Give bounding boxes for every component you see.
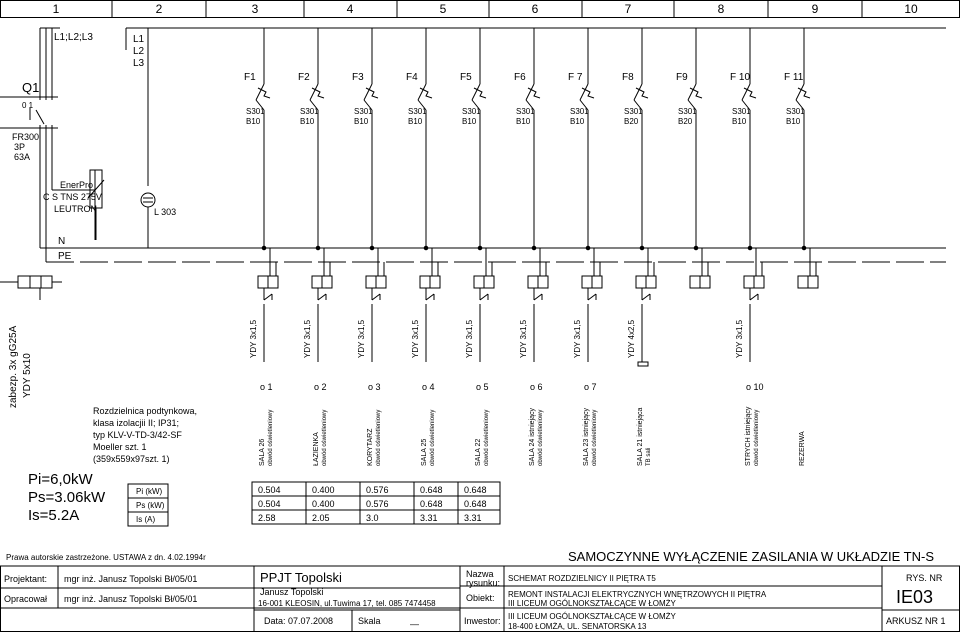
current-demand: Is=5.2A <box>28 507 80 524</box>
circuit-desc: ŁAZIENKA <box>313 432 320 466</box>
column-number-9: 9 <box>811 2 819 16</box>
investor-line-1: III LICEUM OGÓLNOKSZTAŁCĄCE W ŁOMŻY <box>508 612 676 621</box>
table-cell: 2.05 <box>312 513 330 523</box>
circuit-desc: STRYCH istniejący <box>745 406 752 466</box>
breaker-label: F6 <box>514 72 526 83</box>
table-cell: 0.504 <box>258 485 281 495</box>
circuit-9 <box>676 28 710 288</box>
circuits <box>244 28 818 466</box>
outlet-label: o 4 <box>422 382 435 392</box>
circuit-desc: SALA 22 <box>475 438 482 466</box>
breaker-type: S301 <box>516 107 535 116</box>
cable-label: YDY 3x1,5 <box>303 319 312 358</box>
circuit-desc: SALA 24 istniejący <box>529 408 536 466</box>
investor-label: Inwestor: <box>464 616 501 626</box>
pe-label: PE <box>58 251 72 262</box>
circuit-desc: KORYTARZ <box>367 428 374 466</box>
table-cell: 2.58 <box>258 513 276 523</box>
drawing-number: IE03 <box>896 587 934 607</box>
table-cell: 0.648 <box>464 499 487 509</box>
panel-desc-line-4: Moeller szt. 1 <box>93 442 147 452</box>
table-cell: 3.31 <box>420 513 438 523</box>
breaker-label: F3 <box>352 72 364 83</box>
circuit-desc-sub: obwód oświetleniowy <box>376 409 382 466</box>
breaker-label: F9 <box>676 72 688 83</box>
breaker-rating: B20 <box>678 117 693 126</box>
breaker-type: S301 <box>300 107 319 116</box>
projektant-value: mgr inż. Janusz Topolski Bł/05/01 <box>64 574 198 584</box>
column-number-2: 2 <box>155 2 163 16</box>
cable-label: YDY 3x1,5 <box>357 319 366 358</box>
breaker-type: S301 <box>570 107 589 116</box>
circuit-desc-sub: obwód oświetleniowy <box>538 409 544 466</box>
power-installed: Pi=6,0kW <box>28 471 93 488</box>
breaker-rating: B10 <box>300 117 315 126</box>
circuit-11 <box>784 28 818 466</box>
breaker-type: S301 <box>246 107 265 116</box>
circuit-desc: REZERWA <box>799 431 806 466</box>
surge-model: C S TNS 275V <box>43 192 102 202</box>
n-label: N <box>58 236 66 247</box>
table-cell: 0.576 <box>366 499 389 509</box>
outlet-label: o 1 <box>260 382 273 392</box>
row-label-is: Is (A) <box>136 515 156 524</box>
phases-label: L1;L2;L3 <box>54 32 93 43</box>
table-cell: 0.400 <box>312 499 335 509</box>
firm-name: PPJT Topolski <box>260 570 342 585</box>
panel-desc-line-5: (359x559x97szt. 1) <box>93 454 170 464</box>
circuit-desc: SALA 21 istniejąca <box>637 407 644 466</box>
column-number-3: 3 <box>251 2 259 16</box>
table-cell: 0.400 <box>312 485 335 495</box>
outlet-label: o 10 <box>746 382 764 392</box>
fuse-note: zabezp. 3x gG25A <box>8 325 19 408</box>
circuit-1 <box>244 28 278 466</box>
circuit-desc: SALA 23 istniejący <box>583 408 590 466</box>
circuit-desc-sub: obwód oświetleniowy <box>484 409 490 466</box>
drawing-name-label-1: Nazwa <box>466 569 494 579</box>
breaker-rating: B20 <box>624 117 639 126</box>
outlet-label: o 7 <box>584 382 597 392</box>
main-switch-label: Q1 <box>22 80 40 95</box>
circuit-8 <box>622 28 656 466</box>
object-line-1: REMONT INSTALACJI ELEKTRYCZNYCH WNĘTRZOWYCH II PIĘTRA <box>508 590 767 599</box>
table-cell: 0.648 <box>420 485 443 495</box>
row-label-ps: Ps (kW) <box>136 501 165 510</box>
circuit-desc-sub: obwód oświetleniowy <box>430 409 436 466</box>
circuit-3 <box>352 28 386 466</box>
breaker-label: F 10 <box>730 72 751 83</box>
breaker-type: S301 <box>732 107 751 116</box>
panel-desc-line-2: klasa izolacjii II; IP31; <box>93 418 180 428</box>
object-label: Obiekt: <box>466 593 495 603</box>
breaker-rating: B10 <box>462 117 477 126</box>
column-number-4: 4 <box>346 2 354 16</box>
breaker-type: S301 <box>354 107 373 116</box>
table-cell: 0.648 <box>464 485 487 495</box>
outlet-label: o 6 <box>530 382 543 392</box>
switch-poles: 3P <box>14 142 26 152</box>
breaker-label: F 7 <box>568 72 583 83</box>
table-cell: 0.504 <box>258 499 281 509</box>
surge-make: EnerPro <box>60 180 94 190</box>
firm-address: 16-001 KLEOSIN, ul.Tuwima 17, tel. 085 7474458 <box>258 599 436 608</box>
bus-label-l3: L3 <box>133 58 145 69</box>
breaker-label: F8 <box>622 72 634 83</box>
earth-marker <box>638 362 648 366</box>
breaker-type: S301 <box>408 107 427 116</box>
drawing-number-label: RYS. NR <box>906 573 943 583</box>
circuit-4 <box>406 28 440 466</box>
drawing-name: SCHEMAT ROZDZIELNICY II PIĘTRA T5 <box>508 574 656 583</box>
scale-label: Skala <box>358 616 381 626</box>
scale-value: — <box>410 619 419 629</box>
row-label-pi: Pi (kW) <box>136 487 163 496</box>
opracowal-value: mgr inż. Janusz Topolski Bł/05/01 <box>64 594 198 604</box>
outlet-label: o 3 <box>368 382 381 392</box>
table-cell: 3.31 <box>464 513 482 523</box>
breaker-rating: B10 <box>570 117 585 126</box>
circuit-6 <box>514 28 548 466</box>
cable-label: YDY 3x1,5 <box>249 319 258 358</box>
breaker-label: F5 <box>460 72 472 83</box>
cable-label: YDY 3x1,5 <box>735 319 744 358</box>
surge-brand: LEUTRON <box>54 204 98 214</box>
object-line-2: III LICEUM OGÓLNOKSZTAŁCĄCE W ŁOMŻY <box>508 599 676 608</box>
breaker-type: S301 <box>786 107 805 116</box>
panel-desc-line-3: typ KLV-V-TD-3/42-SF <box>93 430 182 440</box>
breaker-type: S301 <box>678 107 697 116</box>
circuit-desc: SALA 25 <box>421 438 428 466</box>
panel-desc-line-1: Rozdzielnica podtynkowa, <box>93 406 198 416</box>
bus-label-l1: L1 <box>133 34 145 45</box>
lamp-label: L 303 <box>154 207 177 217</box>
breaker-type: S301 <box>462 107 481 116</box>
copyright-note: Prawa autorskie zastrzeżone. USTAWA z dn. 4.02.1994r <box>6 553 206 562</box>
date-value: Data: 07.07.2008 <box>264 616 334 626</box>
breaker-label: F2 <box>298 72 310 83</box>
sheet-number: ARKUSZ NR 1 <box>886 616 946 626</box>
circuit-5 <box>460 28 494 466</box>
column-number-1: 1 <box>52 2 60 16</box>
circuit-10 <box>730 28 764 466</box>
circuit-2 <box>298 28 332 466</box>
power-demand: Ps=3.06kW <box>28 489 106 506</box>
circuit-7 <box>568 28 602 466</box>
breaker-rating: B10 <box>408 117 423 126</box>
breaker-label: F4 <box>406 72 418 83</box>
column-number-5: 5 <box>439 2 447 16</box>
breaker-rating: B10 <box>786 117 801 126</box>
sheet-title: SAMOCZYNNE WYŁĄCZENIE ZASILANIA W UKŁADZIE TN-S <box>568 549 934 564</box>
opracowal-label: Opracował <box>4 594 48 604</box>
cable-label: YDY 4x2,5 <box>627 319 636 358</box>
breaker-rating: B10 <box>516 117 531 126</box>
cable-label: YDY 3x1,5 <box>465 319 474 358</box>
cable-label: YDY 3x1,5 <box>519 319 528 358</box>
circuit-desc-sub: TB sali <box>646 447 652 466</box>
breaker-label: F1 <box>244 72 256 83</box>
table-cell: 0.576 <box>366 485 389 495</box>
outlet-label: o 2 <box>314 382 327 392</box>
circuit-desc-sub: obwód oświetleniowy <box>754 409 760 466</box>
circuit-desc: SALA 26 <box>259 438 266 466</box>
supply-cable-label: YDY 5x10 <box>22 353 33 398</box>
table-cell: 3.0 <box>366 513 379 523</box>
breaker-type: S301 <box>624 107 643 116</box>
column-number-8: 8 <box>717 2 725 16</box>
outlet-label: o 5 <box>476 382 489 392</box>
column-number-6: 6 <box>531 2 539 16</box>
drawing-name-label-2: rysunku: <box>466 578 501 588</box>
investor-line-2: 18-400 ŁOMŻA, UL. SENATORSKA 13 <box>508 622 647 631</box>
circuit-desc-sub: obwód oświetleniowy <box>322 409 328 466</box>
breaker-rating: B10 <box>732 117 747 126</box>
cable-label: YDY 3x1,5 <box>411 319 420 358</box>
switch-current: 63A <box>14 152 31 162</box>
projektant-label: Projektant: <box>4 574 48 584</box>
circuit-desc-sub: obwód oświetleniowy <box>268 409 274 466</box>
bus-label-l2: L2 <box>133 46 145 57</box>
switch-model: FR300 <box>12 132 40 142</box>
firm-person: Janusz Topolski <box>260 587 324 597</box>
breaker-label: F 11 <box>784 72 804 83</box>
switch-positions: 0 1 <box>22 101 34 110</box>
column-number-10: 10 <box>904 2 918 16</box>
table-cell: 0.648 <box>420 499 443 509</box>
cable-label: YDY 3x1,5 <box>573 319 582 358</box>
breaker-rating: B10 <box>246 117 261 126</box>
circuit-desc-sub: obwód oświetleniowy <box>592 409 598 466</box>
column-number-7: 7 <box>624 2 632 16</box>
breaker-rating: B10 <box>354 117 369 126</box>
